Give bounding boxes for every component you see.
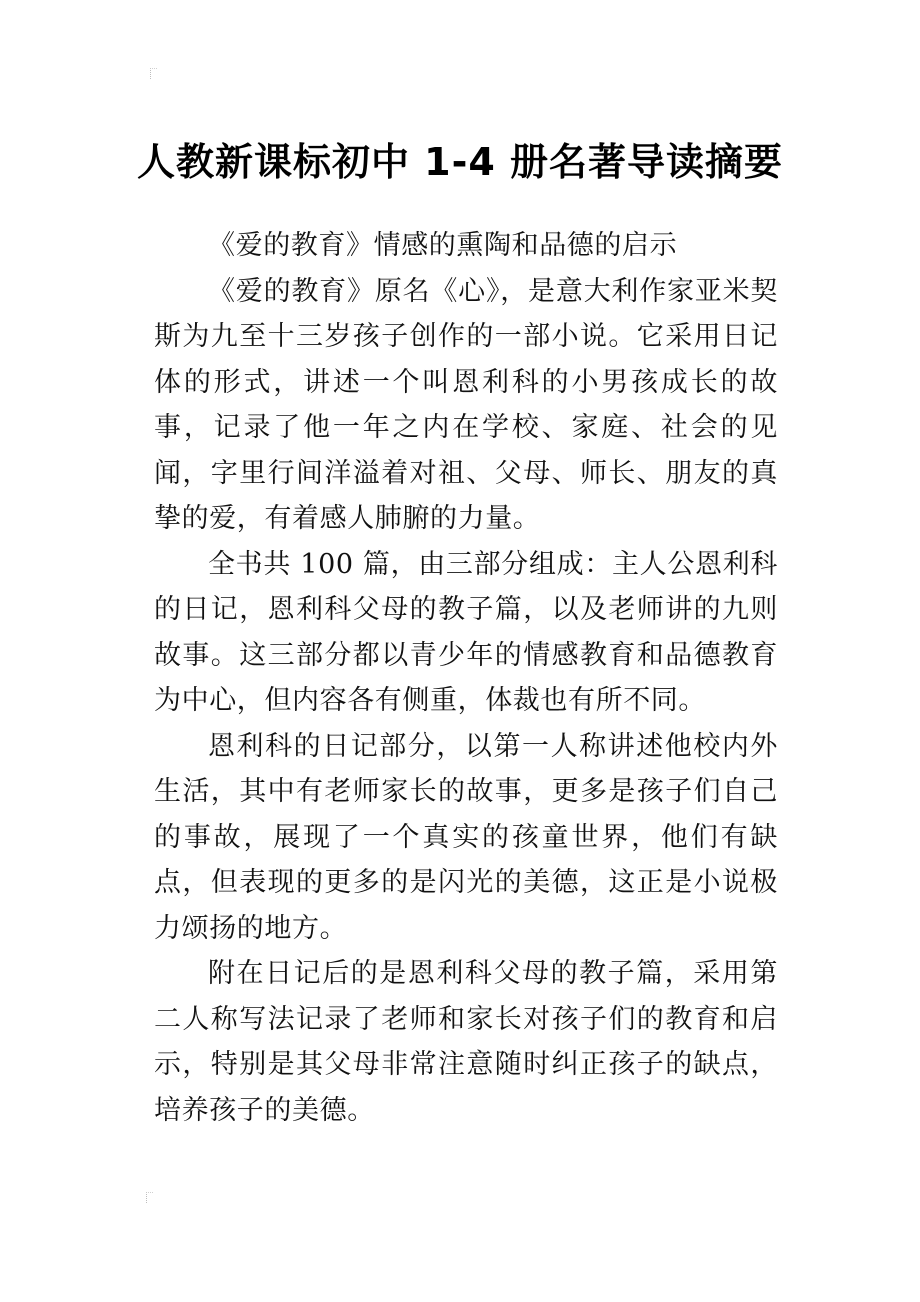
top-corner-mark [150, 68, 157, 79]
paragraph-book-structure: 全书共 100 篇，由三部分组成：主人公恩利科的日记，恩利科父母的教子篇，以及老师讲的九则故事。这三部分都以青少年的情感教育和品德教育为中心，但内容各有侧重，体裁也有所不同。 [154, 548, 778, 716]
paragraph-section-heading: 《爱的教育》情感的熏陶和品德的启示 [208, 230, 678, 261]
paragraph-book-intro: 《爱的教育》原名《心》，是意大利作家亚米契斯为九至十三岁孩子创作的一部小说。它采用日记体的形式，讲述一个叫恩利科的小男孩成长的故事，记录了他一年之内在学校、家庭、社会的见闻，字里行间洋溢着对祖、父母、师长、朋友的真挚的爱，有着感人肺腑的力量。 [154, 275, 778, 534]
bottom-corner-mark [146, 1192, 153, 1203]
paragraph-parents-part: 附在日记后的是恩利科父母的教子篇，采用第二人称写法记录了老师和家长对孩子们的教育和启示，特别是其父母非常注意随时纠正孩子的缺点，培养孩子的美德。 [154, 958, 778, 1126]
paragraph-diary-part: 恩利科的日记部分，以第一人称讲述他校内外生活，其中有老师家长的故事，更多是孩子们自己的事故，展现了一个真实的孩童世界，他们有缺点，但表现的更多的是闪光的美德，这正是小说极力颂扬的地方。 [154, 730, 778, 944]
document-body [154, 223, 778, 1133]
document-title: 人教新课标初中 1-4 册名著导读摘要 [136, 140, 784, 185]
